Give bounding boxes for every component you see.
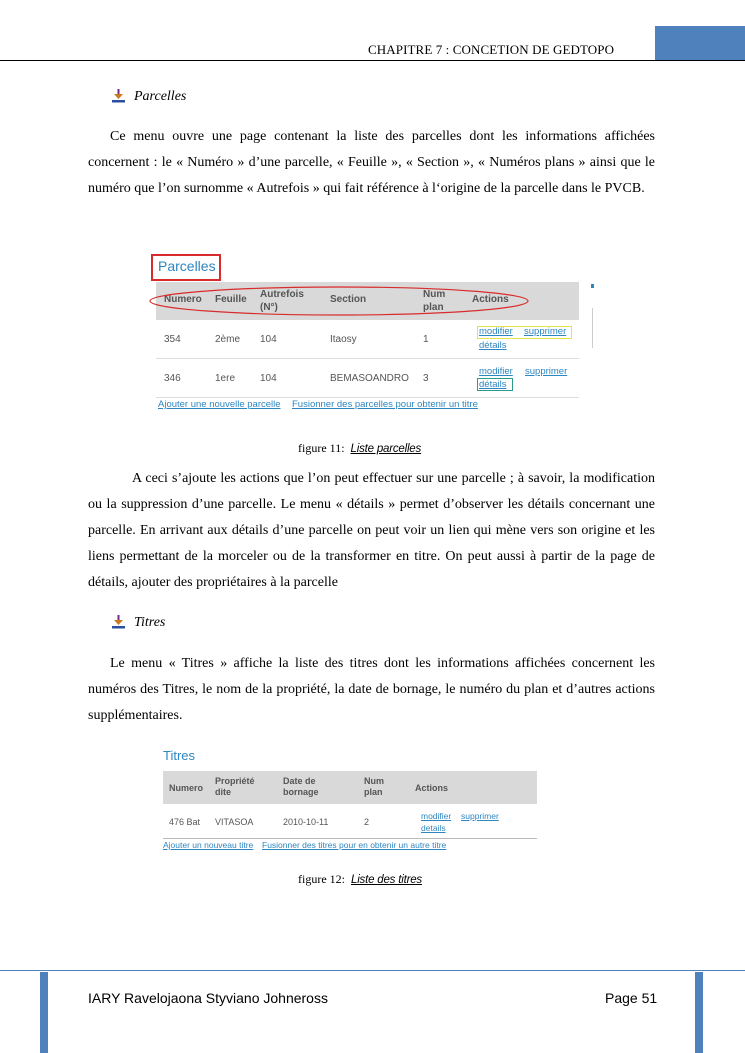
col-autrefois: Autrefois (N°) [260, 289, 304, 313]
cell-feuille: 2ème [215, 334, 241, 345]
section-title-titres: Titres [134, 615, 166, 630]
footer-divider [0, 970, 745, 971]
col-actions: Actions [472, 294, 509, 305]
figure-11-caption [298, 441, 421, 456]
delete-link[interactable]: supprimer [524, 326, 567, 337]
cell-num-plan: 1 [423, 334, 429, 345]
caption-label: figure 12: [298, 872, 345, 886]
figure-12-caption [298, 872, 422, 887]
cell-numero: 354 [164, 334, 181, 345]
add-titre-link[interactable]: Ajouter un nouveau titre [163, 840, 254, 850]
details-link[interactable]: détails [479, 379, 507, 390]
add-parcelle-link[interactable]: Ajouter une nouvelle parcelle [158, 399, 281, 410]
col-section: Section [330, 294, 367, 305]
cell-num-plan: 3 [423, 373, 429, 384]
merge-parcelles-link[interactable]: Fusionner des parcelles pour obtenir un titre [292, 399, 478, 410]
modify-link[interactable]: modifier [421, 811, 452, 821]
header-divider [0, 60, 745, 61]
header-accent-box [655, 26, 745, 60]
col-actions: Actions [415, 783, 449, 793]
cell-numero: 346 [164, 373, 181, 384]
col-num-plan: Num plan [423, 289, 446, 313]
figure-parcelles-screenshot [150, 252, 600, 417]
bullet-arrow-icon [112, 615, 125, 629]
table-header [163, 771, 537, 804]
caption-label: figure 11: [298, 441, 345, 455]
cell-propriete: VITASOA [215, 817, 254, 827]
footer-author: IARY Ravelojaona Styviano Johneross [88, 990, 328, 1006]
cell-autrefois: 104 [260, 373, 277, 384]
paragraph-parcelles: Ce menu ouvre une page contenant la liste des parcelles dont les informations affichées concernent : le « Numéro » d’une parcelle, « Feuille », « Section », « Numéros plans » ainsi que le numéro que l’on surnomme « Autrefois » qui fait référence à l‘origine de la parcelle dans le PVCB. [88, 129, 655, 196]
modify-link[interactable]: modifier [479, 366, 513, 377]
table-row [163, 805, 537, 839]
figure-titres-screenshot [160, 745, 555, 855]
cell-autrefois: 104 [260, 334, 277, 345]
screen-title-titres: Titres [163, 748, 196, 763]
table-row [156, 320, 579, 359]
cell-date: 2010-10-11 [283, 817, 329, 827]
col-feuille: Feuille [215, 294, 247, 305]
header-highlight-ellipse [146, 285, 536, 319]
col-date: Date de bornage [283, 776, 319, 797]
section-title-parcelles: Parcelles [134, 89, 187, 104]
scroll-track [592, 308, 593, 348]
cell-section: BEMASOANDRO [330, 373, 409, 384]
chapter-title: CHAPITRE 7 : CONCETION DE GEDTOPO [368, 42, 615, 57]
details-link[interactable]: détails [479, 340, 507, 351]
merge-titres-link[interactable]: Fusionner des titres pour en obtenir un autre titre [262, 840, 447, 850]
col-num-plan: Num plan [364, 776, 384, 797]
delete-link[interactable]: supprimer [461, 811, 499, 821]
screen-title-parcelles: Parcelles [158, 258, 216, 274]
col-propriete: Propriété dite [215, 776, 255, 797]
footer-accent-bar-left [40, 972, 48, 1053]
caption-text: Liste parcelles [350, 443, 422, 455]
modify-link[interactable]: modifier [479, 326, 513, 337]
col-numero: Numero [169, 783, 204, 793]
scroll-marker [591, 284, 594, 288]
caption-text: Liste des titres [351, 874, 422, 886]
paragraph-titres: Le menu « Titres » affiche la liste des titres dont les informations affichées concernent les numéros des Titres, le nom de la propriété, la date de bornage, le numéro du plan et d’autres actions supplémentaires. [88, 656, 655, 723]
cell-numero: 476 Bat [169, 817, 201, 827]
cell-section: Itaosy [330, 334, 357, 345]
bullet-arrow-icon [112, 89, 125, 103]
table-row [156, 359, 579, 398]
details-link[interactable]: details [421, 823, 446, 833]
cell-feuille: 1ere [215, 373, 236, 384]
cell-num-plan: 2 [364, 817, 370, 827]
paragraph-actions: A ceci s’ajoute les actions que l’on peut effectuer sur une parcelle ; à savoir, la modification ou la suppression d’une parcelle. Le menu « détails » permet d’observer les détails concernant une parcelle. En arrivant aux détails d’une parcelle on peut voir un lien qui mène vers son origine et les liens permettant de la morceler ou de la transformer en titre. On peut aussi à partir de la page de détails, ajouter des propriétaires à la parcelle [88, 471, 655, 590]
footer-accent-bar-right [695, 972, 703, 1053]
page-number: Page 51 [605, 990, 658, 1006]
delete-link[interactable]: supprimer [525, 366, 568, 377]
col-numero: Numero [164, 294, 202, 305]
